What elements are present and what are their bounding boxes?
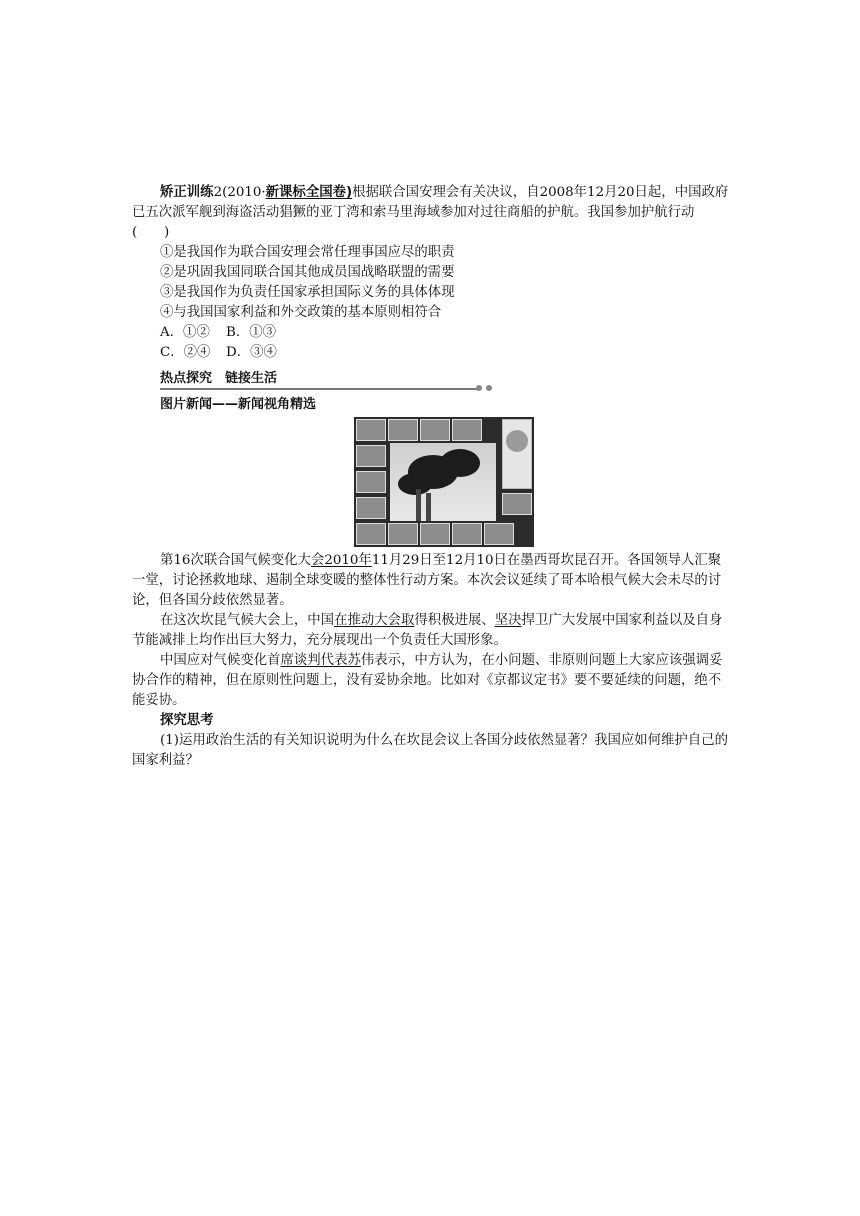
news-p2-underlined-2: 坚决	[494, 613, 522, 628]
leader-thumb	[420, 523, 450, 545]
leader-thumb	[356, 497, 386, 519]
option-d: D．③④	[226, 345, 277, 360]
chimney-shape	[416, 489, 421, 521]
exercise-item-4: ④与我国国家利益和外交政策的基本原则相符合	[160, 305, 442, 320]
inquiry-question-1: (1)运用政治生活的有关知识说明为什么在坎昆会议上各国分歧依然显著？我国应如何维护自己的国家利益？	[132, 733, 728, 768]
news-p2-text-rest: 捍卫广大发展中国家利益以及自身节能减排上均作出巨大努力，充分展现出一个负责任大国形象。	[132, 613, 723, 648]
news-p1-text-rest: 11月29日至12月10日在墨西哥坎昆召开。各国领导人汇聚一堂，讨论拯救地球、遏制全球变暖的整体性行动方案。本次会议延续了哥本哈根气候大会未尽的讨论，但各国分歧依然显著。	[132, 553, 722, 608]
leader-thumb	[502, 493, 532, 515]
leader-thumb	[452, 523, 482, 545]
leader-thumb	[420, 419, 450, 441]
leader-thumb	[356, 445, 386, 467]
news-p3-text: 中国应对气候变化首	[160, 653, 281, 668]
smoke-cloud-shape	[398, 473, 432, 495]
exercise-label: 矫正训练	[160, 185, 214, 200]
chimney-shape	[426, 493, 431, 521]
exercise-source-open: (2010·	[222, 185, 266, 200]
option-b: B．①③	[226, 325, 277, 340]
section-rule	[160, 388, 478, 390]
leader-thumb	[452, 419, 482, 441]
leader-thumb	[388, 419, 418, 441]
document-body	[132, 183, 730, 771]
leader-thumb	[356, 419, 386, 441]
news-paragraph-2	[132, 611, 730, 651]
leader-thumb	[356, 471, 386, 493]
news-p2-underlined: 在推动大会取	[334, 613, 415, 628]
news-p2-text-mid: 得积极进展、	[414, 613, 495, 628]
exercise-item-1: ①是我国作为联合国安理会常任理事国应尽的职责	[160, 245, 455, 260]
rule-dot-icon	[476, 385, 482, 391]
rule-dot-icon	[486, 385, 492, 391]
news-paragraph-1	[132, 551, 730, 611]
news-subhead: 图片新闻——新闻视角精选	[160, 397, 317, 412]
section-header	[132, 367, 730, 391]
climate-summit-photo	[354, 417, 534, 547]
summit-poster	[502, 419, 532, 489]
leader-thumb	[388, 523, 418, 545]
news-p1-text: 第16次联合国气候变化大	[160, 553, 311, 568]
news-paragraph-3	[132, 651, 730, 711]
options-row-1	[132, 323, 730, 343]
news-photo-area	[132, 417, 730, 551]
option-c: C．②④	[160, 345, 211, 360]
news-p3-underlined: 席谈判代表苏	[280, 653, 361, 668]
exercise-source: 新课标全国卷)	[265, 185, 353, 200]
globe-icon	[506, 430, 528, 452]
exercise-number: 2	[213, 185, 223, 200]
news-p3-text-rest: 伟表示，中方认为，在小问题、非原则问题上大家应该强调妥协合作的精神，但在原则性问题上，没有妥协余地。比如对《京都议定书》要不要延续的问题，绝不能妥协。	[132, 653, 723, 708]
leader-thumb	[484, 523, 514, 545]
smokestack-image	[390, 443, 496, 521]
news-p1-underlined: 会2010年	[310, 553, 372, 568]
inquiry-heading: 探究思考	[160, 713, 214, 728]
options-row-2	[132, 343, 730, 363]
exercise-item-3: ③是我国作为负责任国家承担国际义务的具体体现	[160, 285, 455, 300]
news-p2-text: 在这次坎昆气候大会上，中国	[160, 613, 335, 628]
smoke-cloud-shape	[440, 449, 480, 477]
exercise-item-2: ②是巩固我国同联合国其他成员国战略联盟的需要	[160, 265, 455, 280]
section-title: 热点探究 链接生活	[160, 371, 278, 386]
option-a: A．①②	[160, 325, 210, 340]
leader-thumb	[356, 523, 386, 545]
exercise-stem	[132, 183, 730, 243]
exercise-stem-text: 根据联合国安理会有关决议，自2008年12月20日起，中国政府已五次派军舰到海盗活动猖獗的亚丁湾和索马里海域参加对过往商船的护航。我国参加护航行动( )	[132, 185, 729, 240]
